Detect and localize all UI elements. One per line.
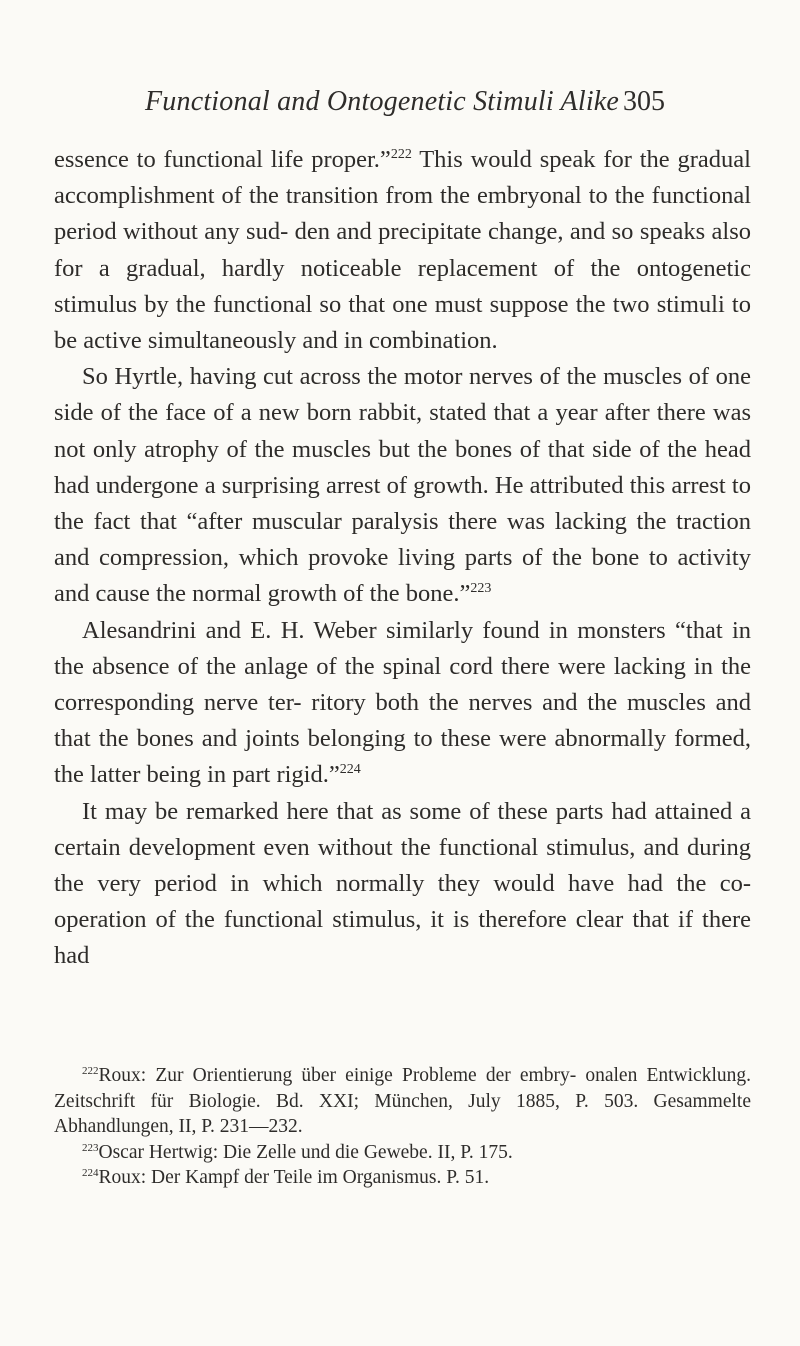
footnotes <box>54 1063 751 1191</box>
footnote-text: Roux: Zur Orientierung über einige Probleme der embry- onalen Entwicklung. Zeitschrift für Biologie. Bd. XXI; München, July 1885, P. 503. Gesammelte Abhandlungen, II, P. 231—232. <box>54 1065 751 1137</box>
footnote-reference-223: 223 <box>470 581 492 597</box>
footnote-text: Roux: Der Kampf der Teile im Organismus. P. 51. <box>98 1167 490 1188</box>
paragraph-1-rest: This would speak for the gradual accomplishment of the transition from the embryonal to the functional period without any sud- den and precipitate change, and so speaks also for a gradual, hardly noticeable replacement of the ontogenetic stimulus by the functional so that one must suppose the two stimuli to be active simultaneously and in combination. <box>54 146 751 355</box>
running-head <box>145 86 665 136</box>
paragraph-4 <box>54 794 751 975</box>
footnote-222 <box>54 1063 751 1140</box>
footnote-mark: 222 <box>82 1065 99 1077</box>
footnote-224 <box>54 1165 751 1191</box>
footnote-mark: 224 <box>82 1167 99 1179</box>
page-number: 305 <box>623 86 665 117</box>
paragraph-4-text: It may be remarked here that as some of these parts had attained a certain development even without the functional stimulus, and during the very period in which normally they would have had the co-operation of the functional stimulus, it is therefore clear that if there had <box>54 797 751 970</box>
paragraph-1-start: essence to functional life proper.” <box>54 146 391 173</box>
footnote-reference-222: 222 <box>390 147 412 162</box>
paragraph-3-text: Alesandrini and E. H. Weber similarly found in monsters “that in the absence of the anlage of the spinal cord there were lacking in the corresponding nerve ter- ritory both the nerves and the muscles and that the bones and joints belonging to these were abnormally formed, the latter being in part rigid.” <box>54 616 751 789</box>
footnote-text: Oscar Hertwig: Die Zelle und die Gewebe. II, P. 175. <box>98 1141 513 1163</box>
running-title: Functional and Ontogenetic Stimuli Alike <box>145 86 620 117</box>
paragraph-2-text: So Hyrtle, having cut across the motor nerves of the muscles of one side of the face of a new born rabbit, stated that a year after there was not only atrophy of the muscles but the bones of that side of the head had undergone a surprising arrest of growth. He attributed this arrest to the fact that “after muscular paralysis there was lacking the traction and compression, which provoke living parts of the bone to activity and cause the normal growth of the bone.” <box>54 363 751 608</box>
paragraph-1 <box>54 142 751 359</box>
footnote-223 <box>54 1140 751 1166</box>
paragraph-2 <box>54 359 751 612</box>
footnote-mark: 223 <box>82 1141 99 1154</box>
paragraph-3 <box>54 613 751 794</box>
footnote-reference-224: 224 <box>339 762 361 778</box>
body-text <box>54 142 751 975</box>
